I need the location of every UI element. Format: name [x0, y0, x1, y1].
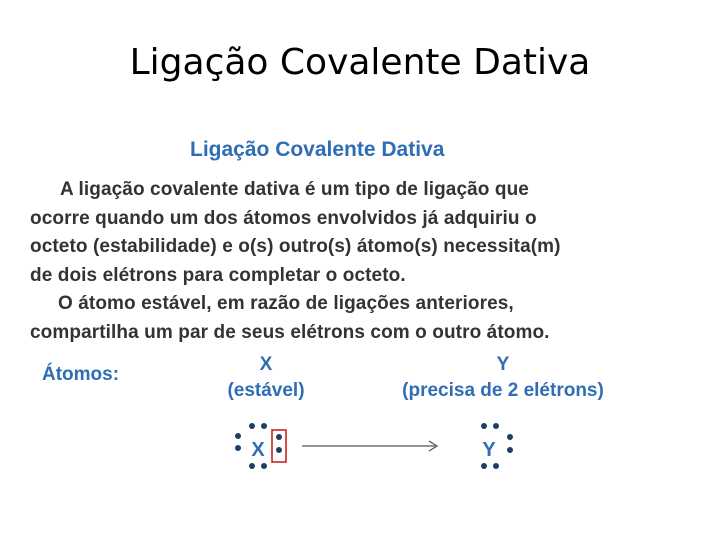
paragraph-line: A ligação covalente dativa é um tipo de ligação que: [60, 179, 529, 200]
lewis-x-symbol: X: [251, 439, 265, 461]
paragraph-line: octeto (estabilidade) e o(s) outro(s) átomo(s) necessita(m): [30, 236, 561, 257]
paragraph-line: compartilha um par de seus elétrons com o outro átomo.: [30, 321, 550, 343]
panel-title: Ligação Covalente Dativa: [190, 138, 445, 161]
atom-x-symbol: X: [259, 354, 273, 375]
slide-title: Ligação Covalente Dativa: [129, 42, 591, 83]
paragraph-line: de dois elétrons para completar o octeto.: [30, 264, 406, 286]
lewis-y-symbol: Y: [482, 439, 496, 461]
paragraph-line: O átomo estável, em razão de ligações anteriores,: [58, 293, 514, 314]
atom-x-note: (estável): [227, 380, 305, 401]
content-image-panel: [30, 134, 680, 484]
lewis-diagram: [30, 134, 680, 484]
atom-y-note: (precisa de 2 elétrons): [402, 380, 604, 401]
atom-y-symbol: Y: [496, 354, 510, 375]
atoms-label: Átomos:: [42, 364, 120, 385]
paragraph-line: ocorre quando um dos átomos envolvidos já adquiriu o: [30, 207, 537, 229]
